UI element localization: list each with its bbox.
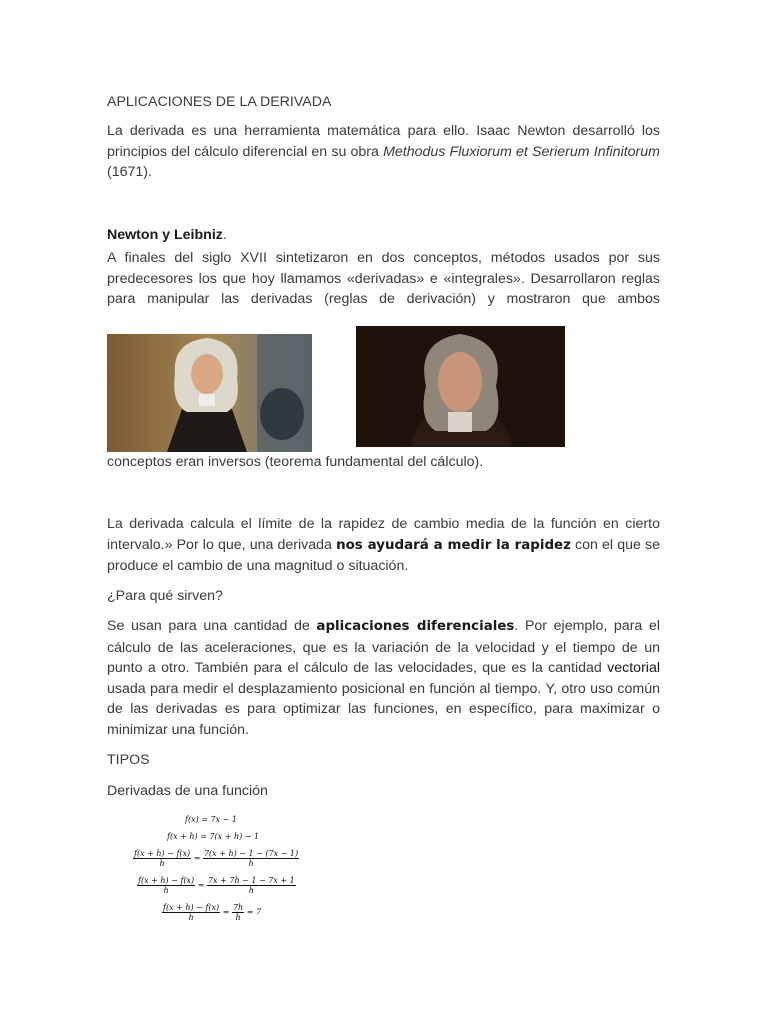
intro-paragraph: La derivada es una herramienta matemática para ello. Isaac Newton desarrolló los principios del cálculo diferencial en su obra Methodus Fluxiorum et Serierum Infinitorum (1671). [107, 123, 660, 181]
page-title: APLICACIONES DE LA DERIVADA [107, 94, 332, 110]
uses-paragraph: Se usan para una cantidad de aplicaciones diferenciales. Por ejemplo, para el cálculo de las aceleraciones, que es la variación de la velocidad y el tiempo de un punto a otro. También para el cálculo de las velocidades, que es la cantidad vectorial usada para medir el desplazamiento posicional en función al tiempo. Y, otro uso común de las derivadas es para optimizar las funciones, en específico, para maximizar o minimizar una función. [107, 618, 660, 738]
question-heading: ¿Para qué sirven? [107, 588, 223, 604]
equation-line-4: $\frac{f(x + h) - f(x)}{h}$ = $\frac{7x + 7h - 1 - 7x + 1}{h}$ [138, 876, 295, 895]
book-title: Methodus Fluxiorum et Serierum Infinitorum [383, 143, 660, 160]
equation-line-2: f(x + h) = 7(x + h) − 1 [167, 832, 260, 841]
newton-leibniz-paragraph: A finales del siglo XVII sintetizaron en dos conceptos, métodos usados por sus predecesores los que hoy llamamos «derivadas» e «integrales». Desarrollaron reglas para manipular las derivadas (reglas de derivación) y mostraron que ambos [107, 250, 660, 308]
equation-line-1: f(x) = 7x − 1 [185, 815, 237, 824]
newton-portrait-left [107, 334, 312, 452]
equation-line-3: $\frac{f(x + h) - f(x)}{h}$ = $\frac{7(x + h) - 1 - (7x - 1)}{h}$ [134, 849, 299, 868]
rate-paragraph: La derivada calcula el límite de la rapidez de cambio media de la función en cierto intervalo.» Por lo que, una derivada nos ayudará a medir la rapidez con el que se produce el cambio de una magnitud o situación. [107, 516, 660, 575]
subheading-derivadas: Derivadas de una función [107, 783, 268, 799]
tipos-heading: TIPOS [107, 752, 150, 768]
newton-portrait-right [356, 326, 565, 447]
section-heading-newton-leibniz: Newton y Leibniz. [107, 227, 227, 243]
equation-line-5: $\frac{f(x + h) - f(x)}{h}$ = $\frac{7h}{h}$ = 7 [163, 903, 262, 922]
newton-leibniz-continuation: conceptos eran inversos (teorema fundamental del cálculo). [107, 454, 484, 470]
